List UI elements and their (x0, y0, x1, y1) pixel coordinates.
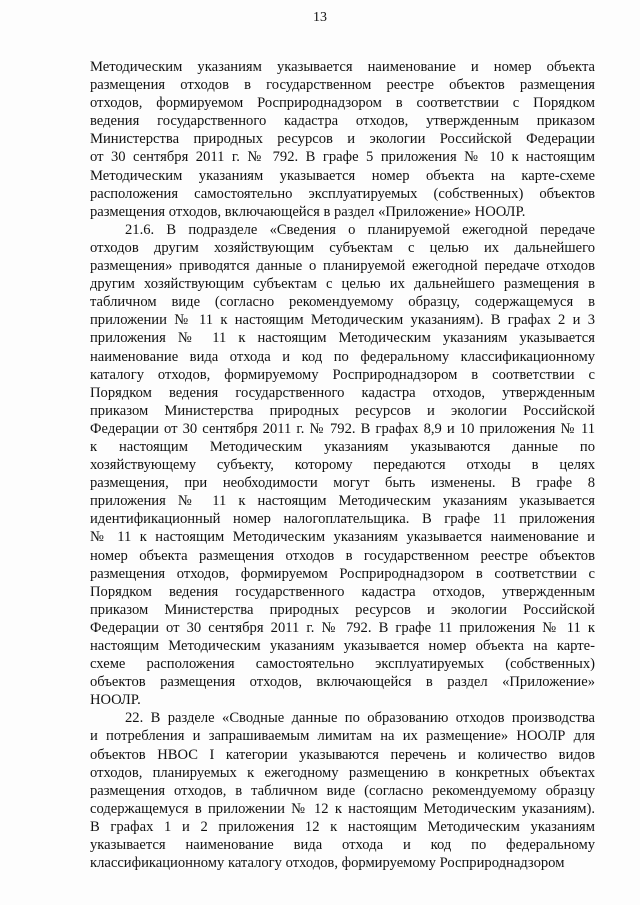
text-line: классификационному каталогу отходов, формируемому Росприроднадзором (90, 855, 565, 872)
text-line: приказом Министерства природных ресурсов и экологии Российской (90, 402, 595, 419)
text-line: Методическим указаниям указывается наименование и номер объекта (90, 59, 595, 75)
text-line: идентификационный номер налогоплательщика. В графе 11 приложения (90, 511, 595, 528)
text-line: размещения отходов, формируемом Росприроднадзором в соответствии с (90, 565, 595, 582)
text-line: Федерации от 30 сентября 2011 г. № 792. В графах 8,9 и 10 приложения № 11 (90, 420, 595, 437)
text-line: отходов, формируемом Росприроднадзором в соответствии с Порядком (90, 95, 595, 112)
text-line: хозяйствующему субъекту, которому передаются отходы в целях (90, 457, 595, 474)
body-text (90, 58, 595, 872)
text-line: Федерации от 30 сентября 2011 г. № 792. В графе 11 приложения № 11 к (90, 619, 595, 636)
text-line: размещения» приводятся данные о планируемой ежегодной передаче отходов (90, 258, 595, 275)
text-line: 22. В разделе «Сводные данные по образованию отходов производства (125, 710, 595, 727)
text-line: содержащемуся в приложении № 12 к настоящим Методическим указаниям). (90, 800, 595, 817)
text-line: Методическим указаниям указывается номер объекта на карте-схеме (90, 167, 595, 184)
paragraph-p-22 (90, 709, 595, 872)
paragraph-p-continued (90, 58, 595, 221)
text-line: наименование вида отхода и код по федеральному классификационному (90, 348, 595, 365)
text-line: Порядком ведения государственного кадастра отходов, утвержденным (90, 384, 595, 401)
text-line: НООЛР. (90, 692, 141, 709)
paragraph-p-21-6 (90, 221, 595, 710)
text-line: схеме расположения самостоятельно эксплуатируемых (собственных) (90, 656, 595, 673)
text-line: табличном виде (согласно рекомендуемому образцу, содержащемуся в (90, 294, 595, 311)
text-line: Министерства природных ресурсов и экологии Российской Федерации (90, 131, 595, 148)
text-line: объектов размещения отходов, включающейся в раздел «Приложение» (90, 674, 595, 691)
text-line: номер объекта размещения отходов в государственном реестре объектов (90, 547, 595, 564)
text-line: к настоящим Методическим указаниям указываются данные по (90, 438, 595, 455)
text-line: Порядком ведения государственного кадастра отходов, утвержденным (90, 583, 595, 600)
text-line: расположения самостоятельно эксплуатируемых (собственных) объектов (90, 185, 595, 202)
text-line: отходов, планируемых к ежегодному размещению в конкретных объектах (90, 764, 595, 781)
text-line: другим хозяйствующим субъектам с целью их дальнейшего размещения в (90, 276, 595, 293)
text-line: указывается наименование вида отхода и код по федеральному (90, 837, 595, 854)
text-line: № 11 к настоящим Методическим указаниям указывается наименование и (90, 529, 595, 546)
text-line: каталогу отходов, формируемому Росприроднадзором в соответствии с (90, 366, 595, 383)
page-number: 13 (313, 10, 327, 25)
text-line: приложения № 11 к настоящим Методическим указаниям указывается (90, 330, 595, 347)
text-line: размещения отходов в государственном реестре объектов размещения (90, 77, 595, 94)
text-line: приложении № 11 к настоящим Методическим указаниям). В графах 2 и 3 (90, 312, 595, 329)
text-line: от 30 сентября 2011 г. № 792. В графе 5 приложения № 10 к настоящим (90, 149, 595, 166)
text-line: размещения отходов, включающейся в раздел «Приложение» НООЛР. (90, 203, 526, 220)
text-line: В графах 1 и 2 приложения 12 к настоящим Методическим указаниям (90, 818, 595, 835)
text-line: и потребления и запрашиваемым лимитам на их размещение» НООЛР для (90, 728, 595, 745)
text-line: размещения отходов, в табличном виде (согласно рекомендуемому образцу (90, 782, 595, 799)
text-line: объектов НВОС I категории указываются перечень и количество видов (90, 746, 595, 763)
text-line: приказом Министерства природных ресурсов и экологии Российской (90, 601, 595, 618)
text-line: 21.6. В подразделе «Сведения о планируемой ежегодной передаче (125, 221, 595, 238)
text-line: ведения государственного кадастра отходов, утвержденным приказом (90, 113, 595, 130)
text-line: настоящим Методическим указаниям указывается номер объекта на карте- (90, 638, 595, 654)
text-line: приложения № 11 к настоящим Методическим указаниям указывается (90, 493, 595, 510)
text-line: отходов другим хозяйствующим субъектам с целью их дальнейшего (90, 239, 595, 256)
text-line: размещения, при необходимости могут быть изменены. В графе 8 (90, 475, 595, 492)
